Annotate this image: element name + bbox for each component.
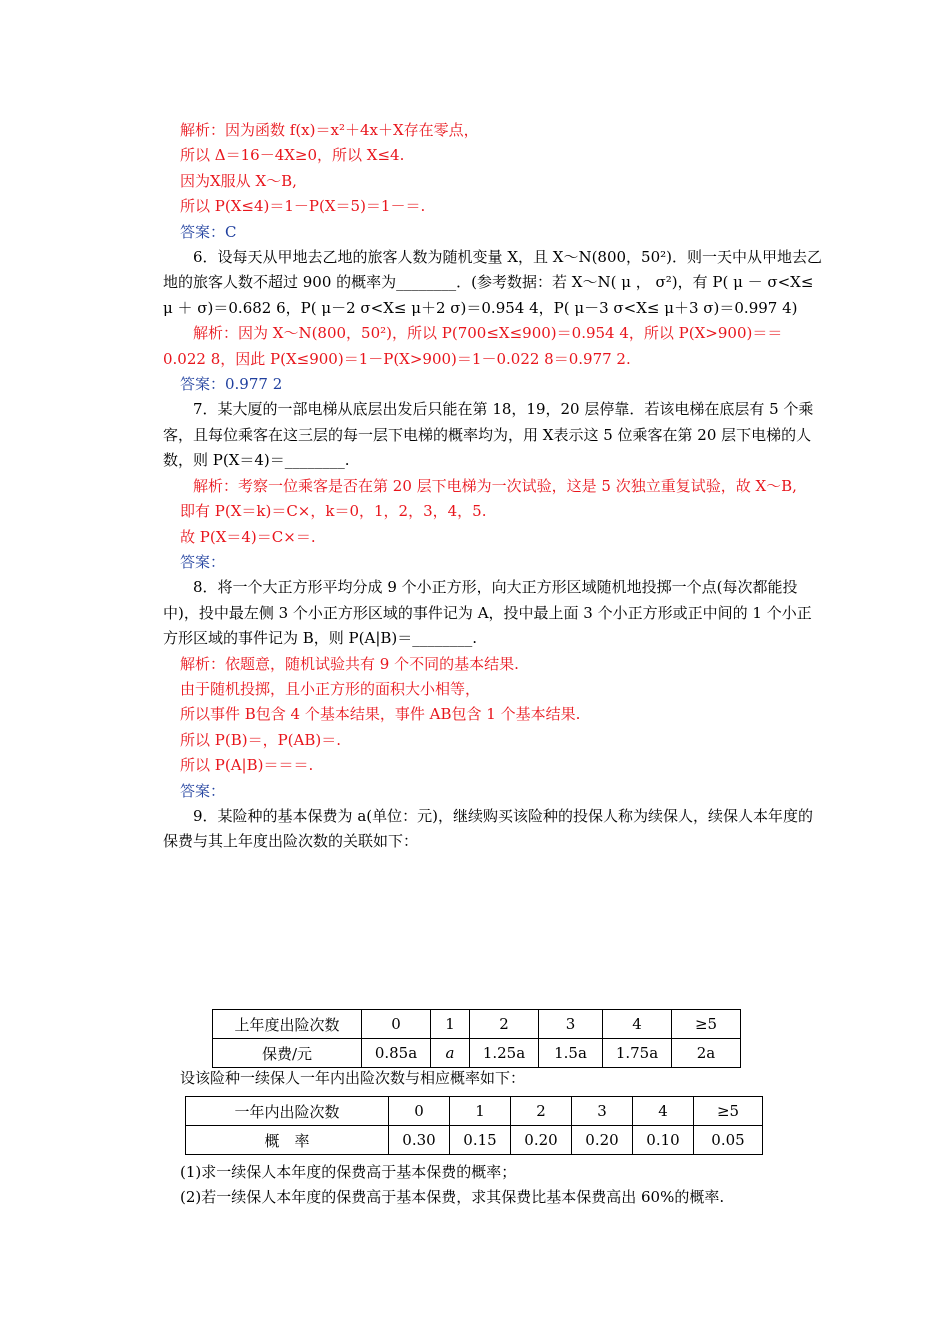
table-row — [213, 1010, 741, 1039]
table-cell: 3 — [539, 1010, 603, 1039]
analysis-8-line-2: 由于随机投掷，且小正方形的面积大小相等， — [180, 679, 481, 698]
analysis-7-line-2: 即有 P(X＝k)＝C×，k＝0，1，2，3，4，5. — [180, 502, 487, 521]
answer-7: 答案： — [180, 552, 226, 571]
table-cell: 0.10 — [633, 1126, 694, 1155]
table-cell: 2 — [511, 1097, 572, 1126]
table-cell: 1.5a — [539, 1039, 603, 1068]
analysis-7: 解析：考察一位乘客是否在第 20 层下电梯为一次试验，这是 5 次独立重复试验，故 X～B, — [193, 476, 797, 495]
table-cell: 0.05 — [694, 1126, 763, 1155]
table-cell: ≥5 — [672, 1010, 741, 1039]
table-cell: 4 — [603, 1010, 672, 1039]
analysis-8-line-4: 所以 P(B)＝，P(AB)＝. — [180, 730, 342, 749]
premium-table — [212, 1009, 741, 1068]
table-cell: 0.15 — [450, 1126, 511, 1155]
table-cell: 3 — [572, 1097, 633, 1126]
table-cell: 保费/元 — [213, 1039, 362, 1068]
table-cell: 0.30 — [389, 1126, 450, 1155]
analysis-8: 解析：依题意，随机试验共有 9 个不同的基本结果. — [180, 654, 519, 673]
analysis-8-line-5: 所以 P(A|B)＝＝＝. — [180, 756, 314, 775]
table-cell: 0 — [362, 1010, 431, 1039]
table-cell: 1 — [450, 1097, 511, 1126]
question-7: 7．某大厦的一部电梯从底层出发后只能在第 18，19，20 层停靠．若该电梯在底层有 5 个乘客，且每位乘客在这三层的每一层下电梯的概率均为，用 X表示这 5 位乘客在第 20 层下电梯的人数，则 P(X＝4)＝________. — [163, 400, 814, 470]
table-cell: 4 — [633, 1097, 694, 1126]
table-cell: 0.20 — [511, 1126, 572, 1155]
question-9-part-2: (2)若一续保人本年度的保费高于基本保费，求其保费比基本保费高出 60%的概率. — [180, 1188, 725, 1207]
analysis-5-line-3: 因为X服从 X～B, — [180, 171, 297, 190]
table-cell: 1.25a — [470, 1039, 539, 1068]
analysis-8-line-3: 所以事件 B包含 4 个基本结果，事件 AB包含 1 个基本结果. — [180, 705, 581, 724]
table-2-caption: 设该险种一续保人一年内出险次数与相应概率如下： — [180, 1069, 526, 1087]
answer-8: 答案： — [180, 781, 226, 800]
analysis-5-line-2: 所以 Δ＝16－4X≥0，所以 X≤4. — [180, 146, 405, 165]
table-cell: a — [431, 1039, 470, 1068]
table-cell: 2a — [672, 1039, 741, 1068]
document-body — [163, 118, 823, 855]
question-9: 9．某险种的基本保费为 a(单位：元)，继续购买该险种的投保人称为续保人，续保人本年度的保费与其上年度出险次数的关联如下： — [163, 806, 813, 851]
table-cell: 上年度出险次数 — [213, 1010, 362, 1039]
answer-6: 答案：0.977 2 — [180, 375, 283, 394]
question-6: 6．设每天从甲地去乙地的旅客人数为随机变量 X，且 X～N(800，50²)．则一天中从甲地去乙地的旅客人数不超过 900 的概率为________．(参考数据：若 X～N( μ ， σ²)，有 P( μ － σ<X≤ μ ＋ σ)＝0.682 6，P( μ－2 σ<X≤ μ＋2 σ)＝0.954 4，P( μ－3 σ<X≤ μ＋3 σ)＝0.997 4) — [163, 248, 823, 317]
table-cell: 2 — [470, 1010, 539, 1039]
table-cell: 1 — [431, 1010, 470, 1039]
answer-5: 答案：C — [180, 222, 237, 241]
analysis-5-line-4: 所以 P(X≤4)＝1－P(X＝5)＝1－＝. — [180, 197, 426, 216]
table-cell: 一年内出险次数 — [186, 1097, 389, 1126]
table-row — [186, 1126, 763, 1155]
table-row — [186, 1097, 763, 1126]
question-9-subparts — [180, 1160, 724, 1211]
analysis-5-line-1: 解析：因为函数 f(x)＝x²＋4x＋X存在零点， — [180, 121, 479, 139]
table-row — [213, 1039, 741, 1068]
question-9-part-1: (1)求一续保人本年度的保费高于基本保费的概率； — [180, 1163, 517, 1181]
table-cell: 0 — [389, 1097, 450, 1126]
table-cell: 0.85a — [362, 1039, 431, 1068]
question-8: 8．将一个大正方形平均分成 9 个小正方形，向大正方形区域随机地投掷一个点(每次都能投中)，投中最左侧 3 个小正方形区域的事件记为 A，投中最上面 3 个小正方形或正中间的 1 个小正方形区域的事件记为 B，则 P(A|B)＝________. — [163, 578, 812, 648]
table-cell: 0.20 — [572, 1126, 633, 1155]
table-cell: 概 率 — [186, 1126, 389, 1155]
probability-table — [185, 1096, 763, 1155]
analysis-6: 解析：因为 X～N(800，50²)，所以 P(700≤X≤900)＝0.954 4，所以 P(X>900)＝＝0.022 8，因此 P(X≤900)＝1－P(X>900)＝1－0.022 8＝0.977 2. — [163, 324, 783, 368]
analysis-7-line-3: 故 P(X＝4)＝C×＝. — [180, 527, 316, 546]
table-cell: 1.75a — [603, 1039, 672, 1068]
table-cell: ≥5 — [694, 1097, 763, 1126]
